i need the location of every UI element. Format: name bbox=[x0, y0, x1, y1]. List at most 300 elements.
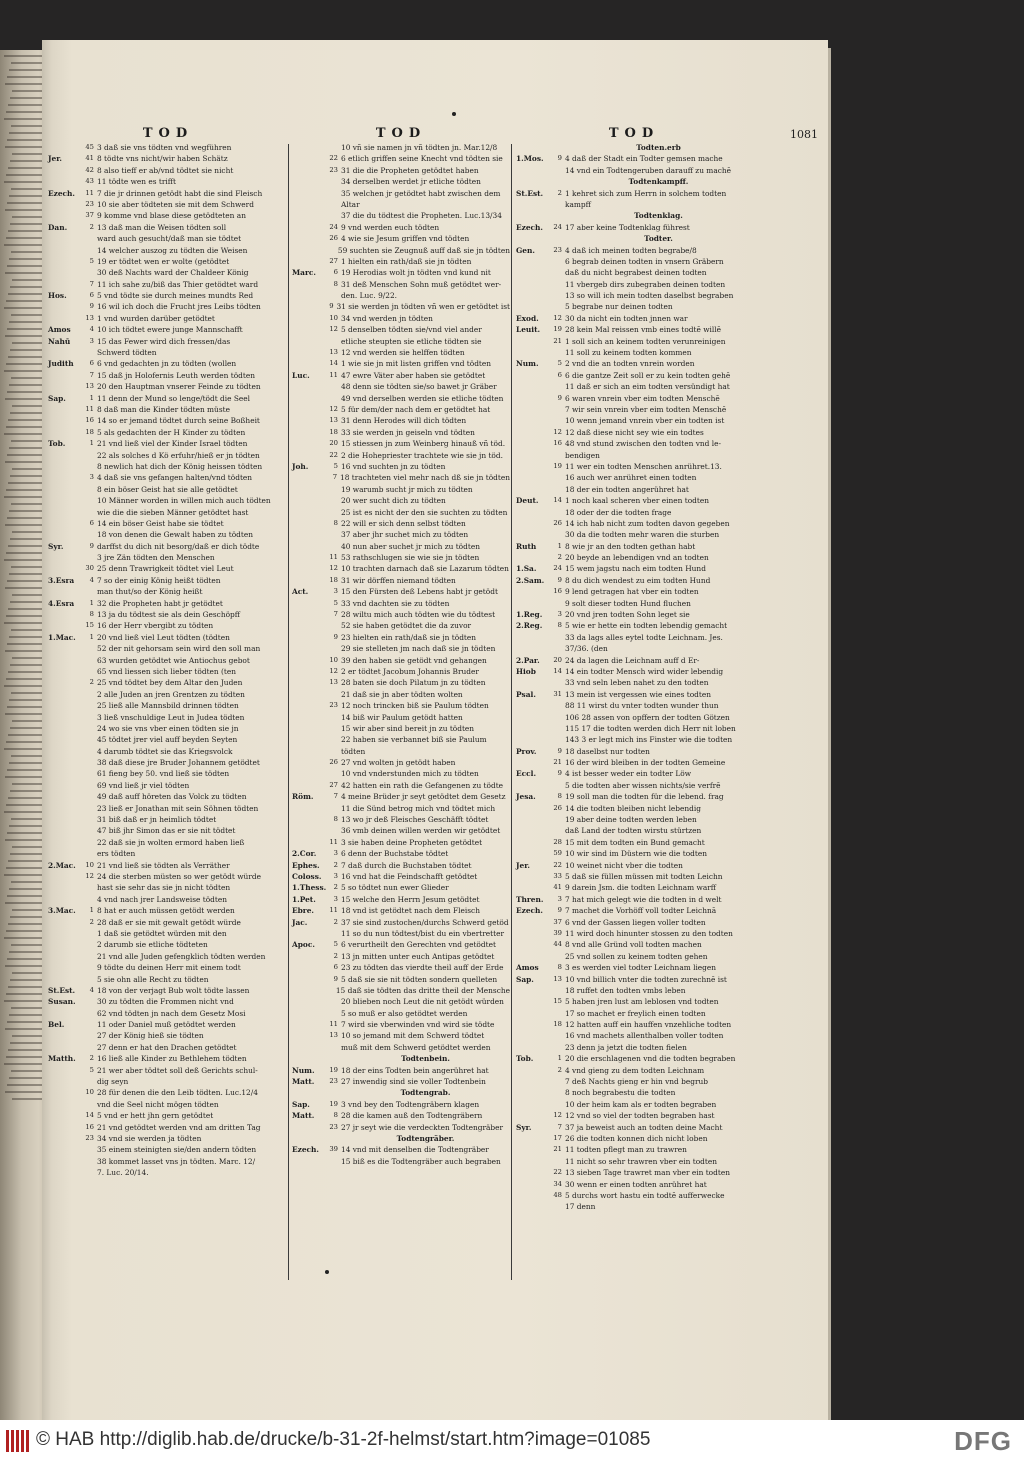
book-abbrev: Amos bbox=[48, 325, 71, 335]
index-column-1 bbox=[48, 126, 288, 1179]
index-entry bbox=[516, 928, 752, 939]
entry-text: 5 so tödtet nun ewer Glieder bbox=[341, 883, 449, 893]
entry-text: 15 mit dem todten ein Bund gemacht bbox=[565, 837, 705, 847]
entry-text: 29 sie stelleten jm nach daß sie jn tödten bbox=[341, 644, 496, 654]
book-abbrev: Sap. bbox=[292, 1099, 310, 1109]
prev-page-text-line bbox=[9, 573, 45, 575]
chapter-number: 2 bbox=[333, 860, 338, 869]
index-entry bbox=[48, 1065, 288, 1076]
entry-text: 13 wo jr deß Fleisches Geschäfft tödtet bbox=[341, 815, 489, 825]
chapter-number: 5 bbox=[557, 359, 562, 368]
prev-page-text-line bbox=[8, 1049, 45, 1051]
index-entry bbox=[48, 1076, 288, 1087]
entry-text: 16 der Herr vbergibt zu tödten bbox=[97, 621, 214, 631]
index-entry bbox=[516, 472, 752, 483]
index-entry bbox=[516, 894, 752, 905]
prev-page-text-line bbox=[5, 209, 45, 211]
chapter-number: 17 bbox=[553, 1133, 562, 1142]
chapter-number: 20 bbox=[329, 439, 338, 448]
book-abbrev: 2.Reg. bbox=[516, 621, 543, 631]
chapter-number: 2 bbox=[89, 222, 94, 231]
chapter-number: 21 bbox=[553, 1145, 562, 1154]
prev-page-text-line bbox=[11, 314, 45, 316]
entry-text: 33 vnd seln leben nahet zu den todten bbox=[565, 678, 709, 688]
index-subheading bbox=[516, 233, 752, 244]
prev-page-text-line bbox=[11, 818, 45, 820]
prev-page-text-line bbox=[11, 440, 45, 442]
index-entry bbox=[292, 153, 510, 164]
index-entry bbox=[48, 939, 288, 950]
index-entry bbox=[292, 962, 510, 973]
index-entry bbox=[48, 620, 288, 631]
index-entry bbox=[292, 290, 510, 301]
entry-text: 4 daß sie vns gefangen halten/vnd tödten bbox=[97, 473, 253, 483]
entry-text: 2 alle Juden an jren Grentzen zu tödten bbox=[97, 689, 245, 699]
entry-text: 5 daß sie sie nit tödten sondern quelleten bbox=[341, 974, 498, 984]
prev-page-text-line bbox=[10, 727, 45, 729]
entry-text: 47 ewre Väter aber haben sie getödtet bbox=[341, 370, 486, 380]
entry-text: 1 vnd wurden darüber getödtet bbox=[97, 313, 215, 323]
entry-text: ward auch gesucht/daß man sie tödtet bbox=[97, 234, 242, 244]
chapter-number: 7 bbox=[89, 370, 94, 379]
index-entry bbox=[48, 256, 288, 267]
chapter-number: 5 bbox=[89, 256, 94, 265]
index-entry bbox=[292, 985, 510, 996]
prev-page-text-line bbox=[4, 118, 45, 120]
index-entry bbox=[292, 1156, 510, 1167]
copyright-link[interactable]: © HAB http://diglib.hab.de/drucke/b-31-2f-helmst/start.htm?image=01085 bbox=[36, 1429, 651, 1450]
chapter-number: 3 bbox=[333, 894, 338, 903]
index-entry bbox=[292, 780, 510, 791]
book-abbrev: Ezech. bbox=[516, 222, 543, 232]
entry-text: 11 tödte wen es trifft bbox=[97, 177, 177, 187]
entry-text: 2 er tödtet Jacobum Johannis Bruder bbox=[341, 666, 479, 676]
chapter-number: 23 bbox=[85, 1133, 94, 1142]
index-entry bbox=[48, 996, 288, 1007]
index-entry bbox=[292, 1030, 510, 1041]
entry-text: 22 haben sie verbannet biß sie Paulum bbox=[341, 735, 487, 745]
index-entry bbox=[48, 188, 288, 199]
chapter-number: 6 bbox=[89, 518, 94, 527]
entry-text: 15 daß sie tödten das dritte theil der Mensche bbox=[335, 985, 510, 995]
index-entry bbox=[48, 1133, 288, 1144]
index-entry bbox=[48, 689, 288, 700]
index-entry bbox=[48, 917, 288, 928]
chapter-number: 4 bbox=[89, 575, 94, 584]
index-entry bbox=[516, 1110, 752, 1121]
prev-page-text-line bbox=[7, 580, 45, 582]
book-abbrev: Jer. bbox=[48, 154, 62, 164]
index-entry bbox=[48, 825, 288, 836]
index-entry bbox=[516, 484, 752, 495]
entry-text: 10 der heim kam als er todten begraben bbox=[565, 1099, 717, 1109]
prev-page-text-line bbox=[6, 804, 45, 806]
index-entry bbox=[48, 780, 288, 791]
prev-page-text-line bbox=[5, 965, 45, 967]
index-entry bbox=[48, 279, 288, 290]
book-abbrev: Sap. bbox=[48, 393, 66, 403]
index-entry bbox=[48, 541, 288, 552]
index-entry bbox=[292, 450, 510, 461]
entry-text: 2 vnd die an todten vnrein worden bbox=[565, 359, 695, 369]
chapter-number: 2 bbox=[333, 951, 338, 960]
book-abbrev: Bel. bbox=[48, 1020, 65, 1030]
prev-page-text-line bbox=[4, 937, 45, 939]
chapter-number: 41 bbox=[85, 154, 94, 163]
index-column-2 bbox=[292, 126, 510, 1167]
entry-text: 4 daß der Stadt ein Todter gemsen mache bbox=[565, 154, 723, 164]
entry-text: 7 wird sie vberwinden vnd wird sie tödte bbox=[341, 1020, 495, 1030]
index-entry bbox=[516, 415, 752, 426]
prev-page-text-line bbox=[4, 1000, 45, 1002]
entry-text: 53 rathschlugen sie wie sie jn tödten bbox=[341, 553, 480, 563]
index-entry bbox=[516, 324, 752, 335]
index-entry bbox=[48, 1167, 288, 1178]
chapter-number: 12 bbox=[553, 427, 562, 436]
index-entry bbox=[292, 1076, 510, 1087]
index-entry bbox=[48, 882, 288, 893]
chapter-number: 3 bbox=[557, 610, 562, 619]
entry-text: 11 die Sünd betrog mich vnd tödtet mich bbox=[341, 803, 496, 813]
entry-text: 42 hatten ein rath die Gefangenen zu tödte bbox=[341, 780, 504, 790]
prev-page-text-line bbox=[12, 279, 45, 281]
chapter-number: 9 bbox=[333, 974, 338, 983]
prev-page-text-line bbox=[11, 881, 45, 883]
prev-page-text-line bbox=[5, 272, 45, 274]
entry-text: 10 vnd vnderstunden mich zu tödten bbox=[341, 769, 479, 779]
book-abbrev: Jac. bbox=[292, 917, 308, 927]
entry-text: 24 wo sie vns vber einen tödten sie jn bbox=[97, 723, 239, 733]
index-entry bbox=[516, 507, 752, 518]
column-heading: TOD bbox=[375, 126, 427, 141]
prev-page-text-line bbox=[11, 251, 45, 253]
chapter-number: 37 bbox=[553, 917, 562, 926]
entry-text: 4 vnd nach jrer Landsweise tödten bbox=[97, 894, 227, 904]
prev-page-text-line bbox=[8, 545, 45, 547]
entry-text: 19 er tödtet wen er wolte (getödtet bbox=[97, 256, 230, 266]
index-entry bbox=[292, 723, 510, 734]
entry-text: 2 darumb sie etliche tödteten bbox=[97, 940, 208, 950]
entry-text: 24 da lagen die Leichnam auff d Er- bbox=[565, 655, 700, 665]
book-page bbox=[42, 40, 828, 1420]
chapter-number: 30 bbox=[85, 564, 94, 573]
prev-page-text-line bbox=[12, 216, 45, 218]
entry-text: 10 ich tödtet ewere junge Mannschafft bbox=[97, 325, 243, 335]
page-number: 1081 bbox=[790, 128, 818, 141]
prev-page-text-line bbox=[7, 328, 45, 330]
book-abbrev: Ezech. bbox=[292, 1145, 319, 1155]
entry-text: 143 3 er legt mich ins Finster wie die todten bbox=[565, 735, 733, 745]
index-entry bbox=[292, 233, 510, 244]
entry-text: 69 vnd ließ jr viel tödten bbox=[97, 780, 190, 790]
index-entry bbox=[516, 848, 752, 859]
entry-text: 19 soll man die todten für die lebend. frag bbox=[565, 792, 724, 802]
index-entry bbox=[516, 1076, 752, 1087]
entry-text: 18 von der verjagt Bub wolt tödte lassen bbox=[97, 985, 250, 995]
index-entry bbox=[48, 450, 288, 461]
index-entry bbox=[516, 438, 752, 449]
index-entry bbox=[48, 643, 288, 654]
prev-page-text-line bbox=[8, 356, 45, 358]
entry-text: 34 derselben werdet jr etliche tödten bbox=[341, 177, 481, 187]
entry-text: 28 für denen die den Leib tödten. Luc.12/4 bbox=[97, 1088, 258, 1098]
chapter-number: 14 bbox=[553, 666, 562, 675]
index-entry bbox=[516, 655, 752, 666]
chapter-number: 10 bbox=[329, 313, 338, 322]
prev-page-text-line bbox=[9, 258, 45, 260]
chapter-number: 8 bbox=[89, 610, 94, 619]
index-entry bbox=[292, 336, 510, 347]
index-entry bbox=[292, 1008, 510, 1019]
index-entry bbox=[516, 1042, 752, 1053]
chapter-number: 9 bbox=[557, 769, 562, 778]
entry-text: 19 aber deine todten werden leben bbox=[565, 815, 697, 825]
chapter-number: 9 bbox=[557, 393, 562, 402]
chapter-number: 2 bbox=[89, 917, 94, 926]
index-entry bbox=[516, 951, 752, 962]
entry-text: 2 die Hohepriester trachtete wie sie jn töd. bbox=[341, 450, 503, 460]
prev-page-text-line bbox=[12, 153, 45, 155]
entry-text: 34 vnd sie werden ja tödten bbox=[97, 1133, 202, 1143]
chapter-number: 1 bbox=[557, 541, 562, 550]
index-entry bbox=[516, 974, 752, 985]
chapter-number: 26 bbox=[553, 518, 562, 527]
index-entry bbox=[292, 279, 510, 290]
index-entry bbox=[48, 393, 288, 404]
entry-text: 18 ruffet den todten vmbs leben bbox=[565, 985, 686, 995]
entry-text: Todtenkampff. bbox=[628, 177, 689, 187]
index-entry bbox=[292, 996, 510, 1007]
chapter-number: 39 bbox=[553, 928, 562, 937]
column-heading: TOD bbox=[142, 126, 194, 141]
chapter-number: 8 bbox=[333, 279, 338, 288]
index-entry bbox=[48, 894, 288, 905]
entry-text: 10 trachten darnach daß sie Lazarum tödten bbox=[341, 564, 509, 574]
index-entry bbox=[516, 882, 752, 893]
chapter-number: 12 bbox=[329, 564, 338, 573]
prev-page-text-line bbox=[4, 307, 45, 309]
entry-text: wie die die sieben Männer getödtet hast bbox=[97, 507, 249, 517]
chapter-number: 2 bbox=[333, 883, 338, 892]
prev-page-text-line bbox=[5, 524, 45, 526]
index-entry bbox=[292, 529, 510, 540]
entry-text: 1 daß sie getödtet würden mit den bbox=[97, 928, 227, 938]
entry-text: kampff bbox=[565, 199, 591, 209]
prev-page-text-line bbox=[11, 125, 45, 127]
prev-page-text-line bbox=[10, 538, 45, 540]
entry-text: 20 vnd ließ viel Leut tödten (tödten bbox=[97, 632, 230, 642]
chapter-number: 2 bbox=[557, 1065, 562, 1074]
index-entry bbox=[48, 484, 288, 495]
index-entry bbox=[292, 347, 510, 358]
index-entry bbox=[292, 507, 510, 518]
index-entry bbox=[516, 188, 752, 199]
entry-text: 25 ließ alle Mannsbild drinnen tödten bbox=[97, 701, 239, 711]
index-entry bbox=[516, 563, 752, 574]
chapter-number: 16 bbox=[85, 416, 94, 425]
index-entry bbox=[516, 199, 752, 210]
index-entry bbox=[516, 837, 752, 848]
index-entry bbox=[516, 290, 752, 301]
chapter-number: 11 bbox=[85, 404, 94, 413]
entry-text: 4 vnd gieng zu dem todten Leichnam bbox=[565, 1065, 705, 1075]
prev-page-text-line bbox=[12, 594, 45, 596]
book-abbrev: Nahū bbox=[48, 336, 71, 346]
index-entry bbox=[292, 575, 510, 586]
book-abbrev: Ebre. bbox=[292, 906, 314, 916]
entry-text: 27 denn er hat den Drachen getödtet bbox=[97, 1042, 237, 1052]
index-entry bbox=[516, 336, 752, 347]
index-entry bbox=[292, 746, 510, 757]
index-entry bbox=[516, 780, 752, 791]
entry-text: 25 denn Trawrigkeit tödtet viel Leut bbox=[97, 564, 234, 574]
prev-page-text-line bbox=[4, 55, 45, 57]
chapter-number: 23 bbox=[553, 245, 562, 254]
entry-text: 10 so jemand mit dem Schwerd tödtet bbox=[341, 1031, 485, 1041]
chapter-number: 12 bbox=[85, 872, 94, 880]
prev-page-text-line bbox=[11, 503, 45, 505]
index-entry bbox=[48, 586, 288, 597]
entry-text: 7 so der einig König heißt tödten bbox=[97, 575, 221, 585]
index-entry bbox=[292, 313, 510, 324]
chapter-number: 19 bbox=[329, 1099, 338, 1108]
index-entry bbox=[292, 358, 510, 369]
prev-page-text-line bbox=[10, 223, 45, 225]
index-entry bbox=[516, 450, 752, 461]
prev-page-text-line bbox=[7, 391, 45, 393]
index-entry bbox=[292, 324, 510, 335]
chapter-number: 19 bbox=[329, 1065, 338, 1074]
chapter-number: 28 bbox=[553, 837, 562, 846]
chapter-number: 21 bbox=[553, 336, 562, 345]
entry-text: 13 sieben Tage trawret man vber ein todten bbox=[565, 1168, 730, 1178]
entry-text: 17 so machet er freylich einen todten bbox=[565, 1008, 706, 1018]
index-entry bbox=[516, 381, 752, 392]
chapter-number: 16 bbox=[553, 587, 562, 596]
index-entry bbox=[292, 1122, 510, 1133]
prev-page-text-line bbox=[6, 867, 45, 869]
entry-text: 14 vnd ein Todtengeruben darauff zu machē bbox=[565, 165, 731, 175]
entry-text: 31 denn Herodes will dich tödten bbox=[341, 416, 467, 426]
chapter-number: 6 bbox=[333, 963, 338, 972]
entry-text: 3 es werden viel todter Leichnam liegen bbox=[565, 963, 717, 973]
index-entry bbox=[516, 609, 752, 620]
chapter-number: 9 bbox=[557, 575, 562, 584]
index-entry bbox=[292, 176, 510, 187]
chapter-number: 59 bbox=[553, 849, 562, 858]
chapter-number: 4 bbox=[89, 985, 94, 994]
book-abbrev: Matth. bbox=[48, 1054, 76, 1064]
index-entry bbox=[292, 165, 510, 176]
prev-page-text-line bbox=[5, 335, 45, 337]
index-entry bbox=[48, 472, 288, 483]
entry-text: 5 die todten aber wissen nichts/sie verfrē bbox=[565, 780, 721, 790]
chapter-number: 2 bbox=[89, 678, 94, 687]
chapter-number: 18 bbox=[553, 1020, 562, 1029]
entry-text: 34 vnd werden jn tödten bbox=[341, 313, 433, 323]
entry-text: 28 kein Mal reissen vmb eines todtē willē bbox=[565, 325, 722, 335]
entry-text: 25 vnd sollen zu keinem todten gehen bbox=[565, 951, 708, 961]
entry-text: 11 daß er sich an eim todten versündigt hat bbox=[565, 382, 730, 392]
index-entry bbox=[516, 917, 752, 928]
index-entry bbox=[48, 905, 288, 916]
prev-page-text-line bbox=[7, 769, 45, 771]
entry-text: 49 daß auff höreten das Volck zu tödten bbox=[97, 792, 247, 802]
index-entry bbox=[48, 1019, 288, 1030]
book-abbrev: Ezech. bbox=[516, 906, 543, 916]
chapter-number: 19 bbox=[553, 461, 562, 470]
entry-text: 4 wie sie Jesum griffen vnd tödten bbox=[341, 234, 470, 244]
index-entry bbox=[516, 165, 752, 176]
entry-text: 65 vnd liessen sich lieber tödten (ten bbox=[97, 666, 237, 676]
chapter-number: 8 bbox=[557, 621, 562, 630]
prev-page-text-line bbox=[5, 839, 45, 841]
index-entry bbox=[516, 1053, 752, 1064]
entry-text: daß du nicht begrabest deinen todten bbox=[565, 268, 707, 278]
column-entries bbox=[292, 142, 510, 1167]
column-rule bbox=[511, 144, 512, 1280]
entry-text: 22 als solches d Kö erfuhr/hieß er jn tödten bbox=[97, 450, 260, 460]
entry-text: 3 ließ vnschuldige Leut in Judea tödten bbox=[97, 712, 245, 722]
column-heading: TOD bbox=[608, 126, 660, 141]
index-entry bbox=[292, 848, 510, 859]
entry-text: 15 wem jagstu nach eim todten Hund bbox=[565, 564, 706, 574]
index-entry bbox=[516, 666, 752, 677]
index-entry bbox=[516, 757, 752, 768]
index-entry bbox=[48, 507, 288, 518]
entry-text: 5 vnd tödte sie durch meines mundts Red bbox=[97, 291, 254, 301]
chapter-number: 3 bbox=[89, 336, 94, 345]
index-entry bbox=[48, 210, 288, 221]
entry-text: 37 sie sind zustochen/durchs Schwerd getöd bbox=[341, 917, 509, 927]
book-abbrev: Judith bbox=[48, 359, 74, 369]
index-entry bbox=[516, 1179, 752, 1190]
index-entry bbox=[48, 1042, 288, 1053]
index-entry bbox=[516, 996, 752, 1007]
index-entry bbox=[48, 1099, 288, 1110]
prev-page-text-line bbox=[9, 321, 45, 323]
index-entry bbox=[48, 404, 288, 415]
index-entry bbox=[48, 1122, 288, 1133]
index-entry bbox=[516, 746, 752, 757]
chapter-number: 22 bbox=[329, 154, 338, 163]
entry-text: 15 welche den Herrn Jesum getödtet bbox=[341, 894, 480, 904]
prev-page-text-line bbox=[6, 993, 45, 995]
chapter-number: 8 bbox=[333, 815, 338, 824]
index-entry bbox=[516, 871, 752, 882]
prev-page-text-line bbox=[12, 531, 45, 533]
prev-page-text-line bbox=[6, 1056, 45, 1058]
index-entry bbox=[516, 905, 752, 916]
entry-text: 14 welcher auszog zu tödten die Weisen bbox=[97, 245, 248, 255]
prev-page-text-line bbox=[11, 944, 45, 946]
column-entries bbox=[516, 142, 752, 1213]
chapter-number: 11 bbox=[329, 370, 338, 379]
index-entry bbox=[48, 860, 288, 871]
footer-bar bbox=[0, 1420, 1024, 1461]
entry-text: 14 ein todter Mensch wird wider lebendig bbox=[565, 666, 724, 676]
entry-text: 39 den haben sie getödt vnd gehangen bbox=[341, 655, 487, 665]
entry-text: 9 tödte du deinen Herr mit einem todt bbox=[97, 963, 241, 973]
index-entry bbox=[516, 734, 752, 745]
prev-page-text-line bbox=[8, 986, 45, 988]
entry-text: 4 darumb tödtet sie das Kriegsvolck bbox=[97, 746, 233, 756]
prev-page-text-line bbox=[8, 734, 45, 736]
book-abbrev: Gen. bbox=[516, 245, 535, 255]
index-entry bbox=[48, 301, 288, 312]
chapter-number: 22 bbox=[329, 450, 338, 459]
entry-text: 3 daß sie vns tödten vnd wegführen bbox=[97, 143, 232, 152]
